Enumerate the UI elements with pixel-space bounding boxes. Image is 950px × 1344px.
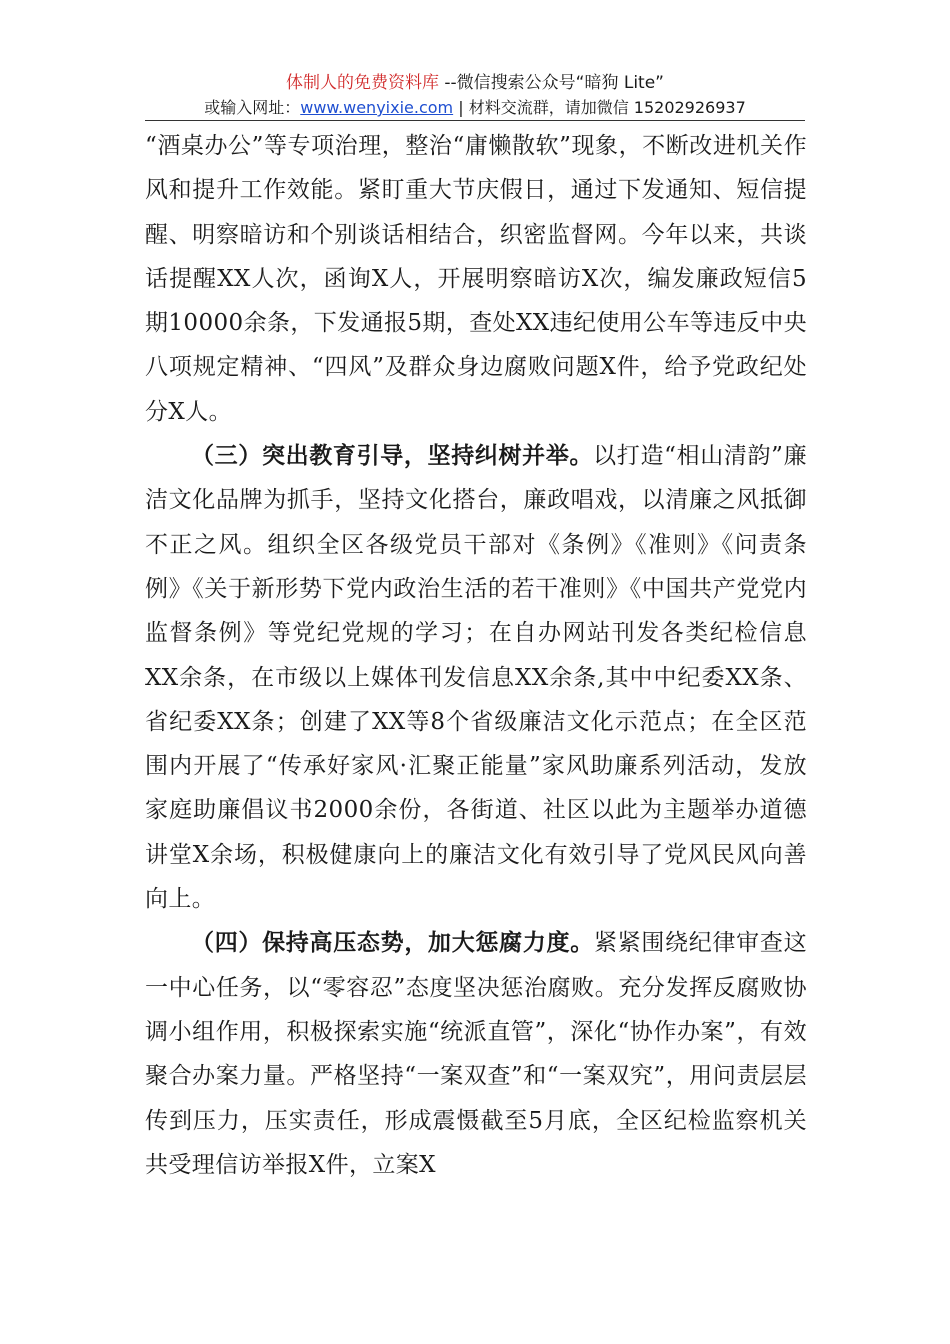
brand-name: 体制人的免费资料库 — [285, 73, 439, 93]
section-heading-3: （三）突出教育引导，坚持纠树并举。 — [191, 443, 594, 470]
paragraph-text: 紧紧围绕纪律审查这一中心任务，以“零容忍”态度坚决惩治腐败。充分发挥反腐败协调小组作用，积极探索实施“统派直管”，深化“协作办案”，有效聚合办案力量。严格坚持“一案双查”和“一案双究”，用问责层层传到压力，压实责任，形成震慑截至5月底，全区纪检监察机关共受理信访举报X件，立案X — [145, 930, 807, 1178]
paragraph-section-3 — [145, 434, 807, 921]
header-url-line — [145, 96, 805, 120]
url-prefix: 或输入网址： — [204, 98, 301, 117]
website-link[interactable]: www.wenyixie.com — [300, 98, 454, 117]
paragraph-text: “酒桌办公”等专项治理，整治“庸懒散软”现象，不断改进机关作风和提升工作效能。紧盯重大节庆假日，通过下发通知、短信提醒、明察暗访和个别谈话相结合，织密监督网。今年以来，共谈话提醒XX人次，函询X人，开展明察暗访X次，编发廉政短信5期10000余条，下发通报5期，查处XX违纪使用公车等违反中央八项规定精神、“四风”及群众身边腐败问题X件，给予党政纪处分X人。 — [145, 133, 807, 425]
paragraph-text: 以打造“相山清韵”廉洁文化品牌为抓手，坚持文化搭台，廉政唱戏，以清廉之风抵御不正之风。组织全区各级党员干部对《条例》《准则》《问责条例》《关于新形势下党内政治生活的若干准则》《中国共产党党内监督条例》等党纪党规的学习；在自办网站刊发各类纪检信息XX余条，在市级以上媒体刊发信息XX余条,其中中纪委XX条、省纪委XX条；创建了XX等8个省级廉洁文化示范点；在全区范围内开展了“传承好家风·汇聚正能量”家风助廉系列活动，发放家庭助廉倡议书2000余份，各街道、社区以此为主题举办道德讲堂X余场，积极健康向上的廉洁文化有效引导了党风民风向善向上。 — [145, 443, 807, 913]
paragraph-continuation — [145, 124, 807, 434]
header-divider — [145, 120, 805, 121]
header-title-line — [145, 70, 805, 96]
section-heading-4: （四）保持高压态势，加大惩腐力度。 — [191, 930, 594, 957]
document-header — [145, 70, 805, 120]
url-suffix: | 材料交流群，请加微信 15202926937 — [453, 98, 746, 117]
paragraph-section-4 — [145, 921, 807, 1187]
brand-suffix: --微信搜索公众号“暗狗 Lite” — [438, 73, 664, 93]
document-body — [145, 124, 807, 1187]
